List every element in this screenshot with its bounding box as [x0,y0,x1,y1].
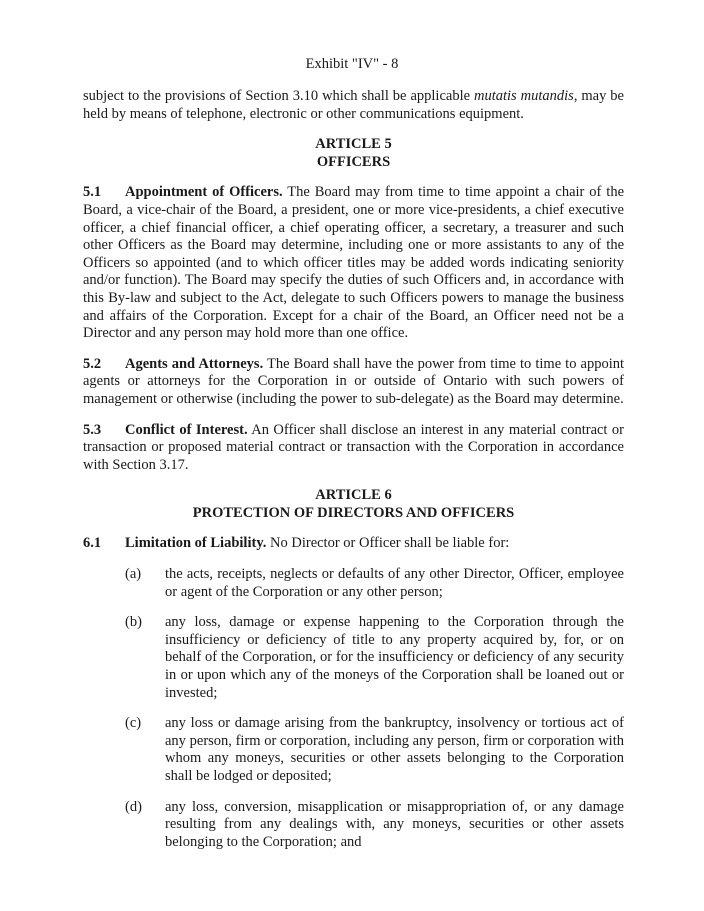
article-6-heading [83,487,624,522]
list-item [83,614,624,702]
article-5-title: OFFICERS [316,153,391,170]
section-heading: Agents and Attorneys. [125,355,264,372]
document-body [83,88,624,864]
section-5-2 [83,356,624,409]
list-item [83,566,624,601]
section-text: The Board shall have the power from time to time to appoint agents or attorneys for the Corporation in or outside of Ontario with such powers of management or otherwise (including the power to sub-delegate) as the Board may determine. [83,355,624,407]
section-text: The Board may from time to time appoint a chair of the Board, a vice-chair of the Board, a president, one or more vice-presidents, a chief executive officer, a chief financial officer, a chief operating officer, a secretary, a treasurer and such other Officers as the Board may determine, including one or more assistants to any of the Officers so appointed (and to which officer titles may be added words indicating seniority and/or function). The Board may specify the duties of such Officers and, in accordance with this By-law and subject to the Act, delegate to such Officers powers to manage the business and affairs of the Corporation. Except for a chair of the Board, an Officer need not be a Director and any person may hold more than one office. [83,184,625,342]
list-item-label: (a) [125,566,142,583]
intro-text-end: , may be held by means of telephone, electronic or other communications equipment. [83,88,624,122]
section-number: 5.2 [83,355,102,372]
list-item-text: any loss, conversion, misapplication or misappropriation of, or any damage resulting from any dealings with, any moneys, securities or other assets belonging to the Corporation; and [165,798,624,850]
section-heading: Appointment of Officers. [125,184,283,201]
list-item-text: any loss or damage arising from the bankruptcy, insolvency or tortious act of any person, firm or corporation, including any person, firm or corporation with whom any moneys, securities or other assets belonging to the Corporation shall be lodged or deposited; [165,715,624,784]
section-number: 5.1 [83,184,102,201]
section-text: An Officer shall disclose an interest in any material contract or transaction or proposed material contract or transaction with the Corporation in accordance with Section 3.17. [83,421,624,473]
article-5-heading [83,136,624,171]
list-item-label: (b) [125,614,142,631]
intro-text-start: subject to the provisions of Section 3.10 which shall be applicable [83,88,474,104]
exhibit-header: Exhibit "IV" - 8 [305,56,399,72]
section-heading: Limitation of Liability. [125,535,267,552]
list-item-text: any loss, damage or expense happening to the Corporation through the insufficiency or deficiency of title to any property acquired by, for, or on behalf of the Corporation, or for the insufficiency or deficiency of any security in or upon which any of the moneys of the Corporation shall be loaned out or invested; [165,614,624,701]
article-5-number: ARTICLE 5 [315,136,392,153]
intro-paragraph [83,88,624,123]
list-item-label: (c) [125,715,142,732]
list-item-text: the acts, receipts, neglects or defaults of any other Director, Officer, employee or agent of the Corporation or any other person; [165,566,624,600]
intro-latin-term: mutatis mutandis [473,88,574,104]
section-text: No Director or Officer shall be liable for: [266,535,510,552]
list-item-label: (d) [125,798,142,815]
section-5-1 [83,184,624,342]
section-heading: Conflict of Interest. [125,421,248,438]
list-item [83,715,624,785]
list-item [83,799,624,852]
section-number: 5.3 [83,421,102,438]
section-number: 6.1 [83,535,102,552]
section-5-3 [83,422,624,475]
article-6-title: PROTECTION OF DIRECTORS AND OFFICERS [192,504,515,521]
section-6-1 [83,535,624,553]
article-6-number: ARTICLE 6 [315,487,392,504]
